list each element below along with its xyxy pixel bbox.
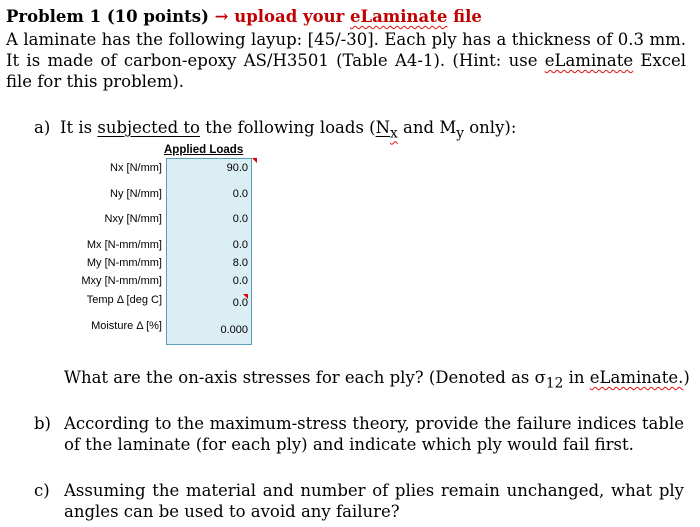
load-row-mxy [74,275,250,291]
load-row-temp [74,294,250,310]
question-a-mid: the following loads ( [199,118,376,137]
nx-symbol: $N_x$ [375,118,398,142]
to-word: to [178,118,200,137]
stresses-text: What are the on-axis stresses for each ply? (Denoted as σ [64,368,546,387]
load-row-moisture [74,320,250,336]
comment-marker-icon [252,158,257,163]
load-value-cell[interactable]: 8.0 [232,257,248,269]
problem-title [6,7,482,26]
problem-intro [6,29,686,92]
load-name: Temp Δ [deg C] [86,294,162,306]
question-a-end: only): [464,118,517,137]
load-value-cell[interactable]: 0.0 [232,275,248,287]
file-word: file [447,7,482,26]
applied-loads-header: Applied Loads [164,144,244,156]
load-row-nx [74,162,250,178]
question-c-text: Assuming the material and number of plies remain unchanged, what ply angles can be used to avoid any failure? [64,481,684,521]
question-a-text: It is [60,118,98,137]
load-row-ny [74,188,250,204]
stresses-end: ) [683,368,690,387]
sigma-subscript: 12 [545,375,564,392]
my-sub: y [456,125,464,142]
load-name: Nxy [N/mm] [104,213,162,225]
and-m: and M [397,118,457,137]
question-a [34,118,516,141]
load-name: Moisture Δ [%] [91,320,162,332]
load-name: Nx [N/mm] [110,162,162,174]
question-b-text: According to the maximum-stress theory, provide the failure indices table of the laminate (for each ply) and indicate which ply would fail first. [64,414,684,454]
load-row-nxy [74,213,250,229]
intro-elaminate-link[interactable]: eLaminate [544,51,634,70]
elaminate-link-2[interactable]: eLaminate. [589,368,684,387]
load-value-cell[interactable]: 0.0 [232,239,248,251]
load-value-cell[interactable]: 0.0 [232,297,248,309]
load-value-cell[interactable]: 0.0 [232,188,248,200]
question-a-label: a) [34,118,51,137]
load-name: Mx [N-mm/mm] [86,239,162,251]
upload-instruction: upload your [228,7,351,26]
load-name: My [N-mm/mm] [86,257,162,269]
elaminate-link[interactable]: eLaminate [350,7,448,26]
problem-label: Problem 1 (10 points) [6,7,215,26]
question-stresses [64,367,690,394]
question-b-label: b) [34,414,51,433]
load-value-cell[interactable]: 90.0 [226,162,248,174]
load-row-mx [74,239,250,255]
intro-text-2: Excel file for this problem). [6,51,686,91]
load-value-cell[interactable]: 0.000 [220,324,248,336]
arrow-icon: → [214,7,229,26]
load-name: Mxy [N-mm/mm] [81,275,162,287]
applied-loads-table [74,144,254,344]
stresses-mid: in [563,368,590,387]
question-c-label: c) [34,481,50,500]
intro-text-1: A laminate has the following layup: [45/-30]. Each ply has a thickness of 0.3 mm. It is made of carbon-epoxy AS/H3501 (Table A4-1). (Hint: use [6,30,686,70]
load-value-cell[interactable]: 0.0 [232,213,248,225]
load-name: Ny [N/mm] [110,188,162,200]
subjected-word: subjected [97,118,179,137]
load-row-my [74,257,250,273]
